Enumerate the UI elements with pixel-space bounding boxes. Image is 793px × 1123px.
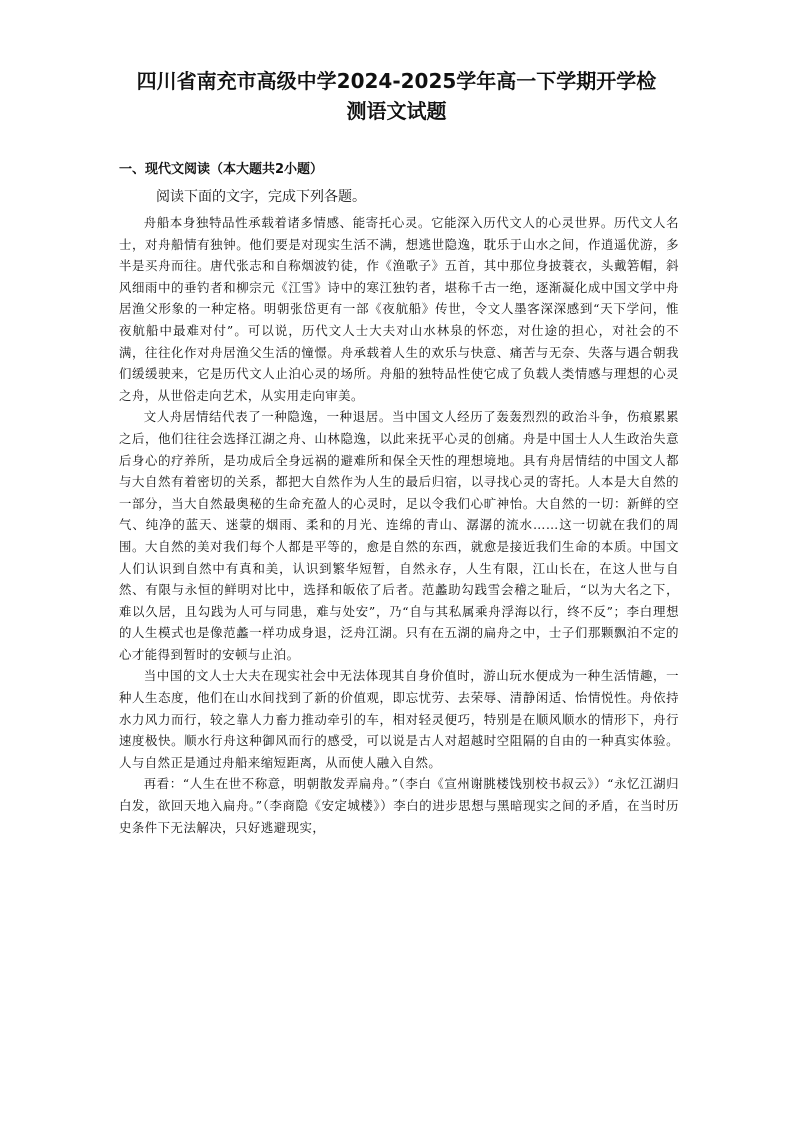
section-heading: 一、现代文阅读（本大题共2小题） bbox=[119, 162, 324, 177]
document-title bbox=[100, 66, 693, 126]
reading-instruction: 阅读下面的文字，完成下列各题。 bbox=[156, 189, 366, 205]
title-line-1: 四川省南充市高级中学2024-2025学年高一下学期开学检 bbox=[136, 69, 657, 93]
title-line-2: 测语文试题 bbox=[346, 99, 447, 123]
reading-passage bbox=[119, 212, 679, 838]
passage-paragraph-4: 再看：“人生在世不称意，明朝散发弄扁舟。”（李白《宣州谢朓楼饯别校书叔云》）“永忆江湖归白发，欲回天地入扁舟。”（李商隐《安定城楼》）李白的进步思想与黑暗现实之间的矛盾，在当时历史条件下无法解决，只好逃避现实， bbox=[119, 776, 679, 835]
passage-paragraph-1: 舟船本身独特品性承载着诸多情感、能寄托心灵。它能深入历代文人的心灵世界。历代文人名士，对舟船情有独钟。他们要是对现实生活不满，想逃世隐逸，耽乐于山水之间，作逍遥优游，多半是买舟而往。唐代张志和自称烟波钓徒，作《渔歌子》五首，其中那位身披蓑衣，头戴箬帽，斜风细雨中的垂钓者和柳宗元《江雪》诗中的寒江独钓者，堪称千古一绝，逐渐凝化成中国文学中舟居渔父形象的一种定格。明朝张岱更有一部《夜航船》传世，令文人墨客深深感到“天下学问，惟夜航船中最难对付”。可以说，历代文人士大夫对山水林泉的怀恋，对仕途的担心，对社会的不满，往往化作对舟居渔父生活的憧憬。舟承载着人生的欢乐与快意、痛苦与无奈、失落与遇合朝我们缓缓驶来，它是历代文人止泊心灵的场所。舟船的独特品性使它成了负载人类情感与理想的心灵之舟，从世俗走向艺术，从实用走向审美。 bbox=[119, 215, 679, 403]
passage-paragraph-2: 文人舟居情结代表了一种隐逸，一种退居。当中国文人经历了轰轰烈烈的政治斗争，伤痕累累之后，他们往往会选择江湖之舟、山林隐逸，以此来抚平心灵的创痛。舟是中国士人人生政治失意后身心的疗养所，是功成后全身远祸的避难所和保全天性的理想境地。具有舟居情结的中国文人都与大自然有着密切的关系，都把大自然作为人生的最后归宿，以寻找心灵的寄托。人本是大自然的一部分，当大自然最奥秘的生命充盈人的心灵时，足以令我们心旷神怡。大自然的一切：新鲜的空气、纯净的蓝天、迷蒙的烟雨、柔和的月光、连绵的青山、潺潺的流水……这一切就在我们的周围。大自然的美对我们每个人都是平等的，愈是自然的东西，就愈是接近我们生命的本质。中国文人们认识到自然中有真和美，认识到繁华短暂，自然永存，人生有限，江山长在，在这人世与自然、有限与永恒的鲜明对比中，选择和皈依了后者。范蠡助勾践雪会稽之耻后，“以为大名之下，难以久居，且勾践为人可与同患，难与处安”，乃“自与其私属乘舟浮海以行，终不反”；李白理想的人生模式也是像范蠡一样功成身退，泛舟江湖。只有在五湖的扁舟之中，士子们那颗飘泊不定的心才能得到暂时的安顿与止泊。 bbox=[119, 409, 679, 662]
passage-paragraph-3: 当中国的文人士大夫在现实社会中无法体现其自身价值时，游山玩水便成为一种生活情趣，一种人生态度，他们在山水间找到了新的价值观，即忘忧劳、去荣辱、清静闲适、怡情悦性。舟依持水力风力而行，较之靠人力畜力推动牵引的车，相对轻灵便巧，特别是在顺风顺水的情形下，舟行速度极快。顺水行舟这种御风而行的感受，可以说是古人对超越时空阻隔的自由的一种真实体验。人与自然正是通过舟船来缩短距离，从而使人融入自然。 bbox=[119, 668, 679, 770]
